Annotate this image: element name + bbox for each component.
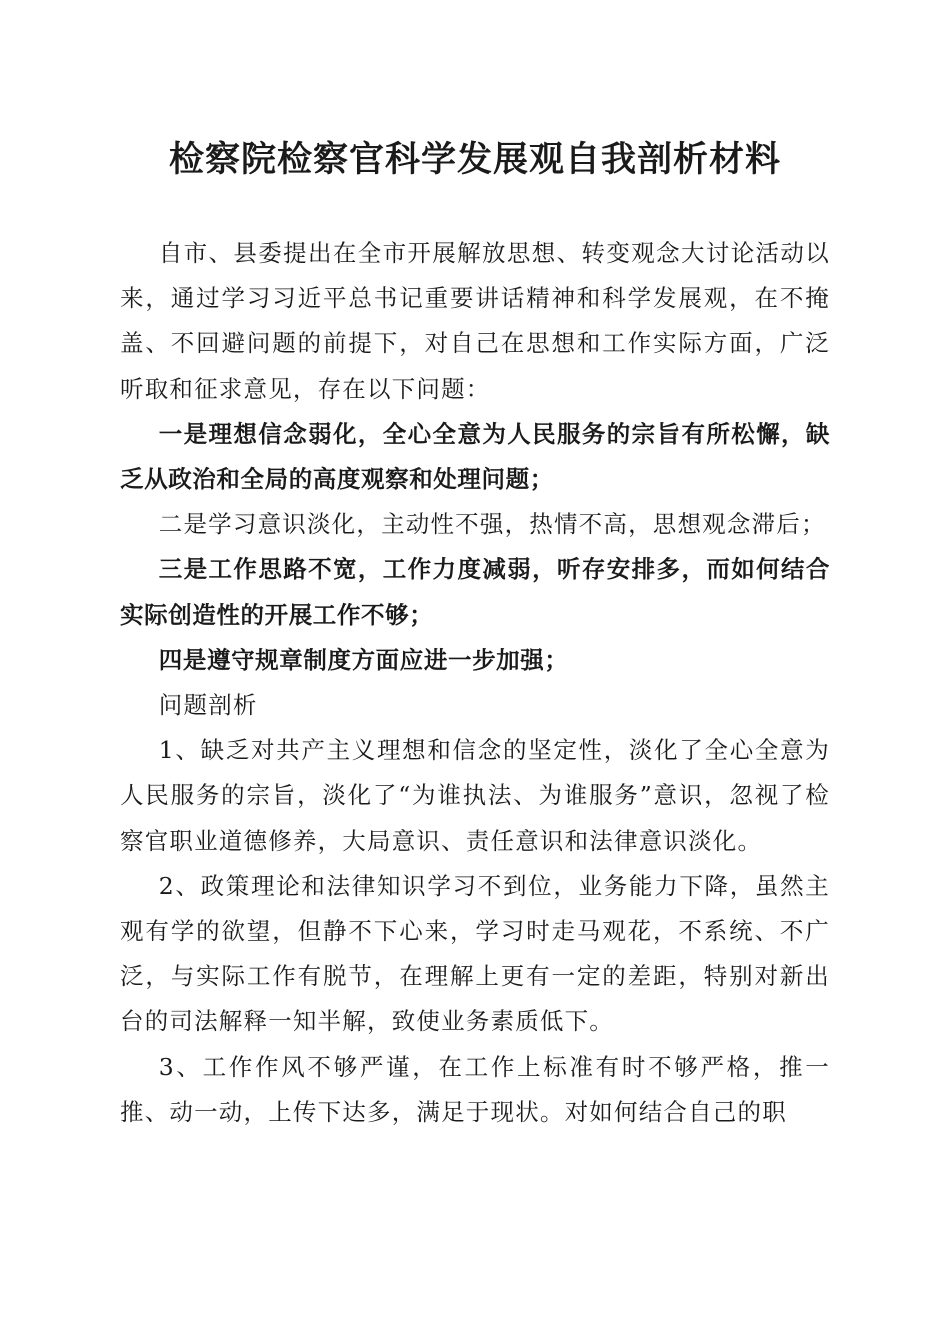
- problem-one-paragraph: 一是理想信念弱化，全心全意为人民服务的宗旨有所松懈，缺乏从政治和全局的高度观察和处理问题；: [120, 419, 830, 494]
- problem-two-paragraph: 二是学习意识淡化，主动性不强，热情不高，思想观念滞后；: [158, 510, 826, 539]
- problem-four-paragraph: 四是遵守规章制度方面应进一步加强；: [158, 645, 569, 674]
- document-body: [120, 231, 830, 1135]
- document-title: 检察院检察官科学发展观自我剖析材料: [168, 139, 781, 180]
- section-heading-analysis: 问题剖析: [158, 691, 258, 720]
- problem-three-paragraph: 三是工作思路不宽，工作力度减弱，听存安排多，而如何结合实际创造性的开展工作不够；: [120, 555, 830, 629]
- analysis-paragraph-3: 3、工作作风不够严谨，在工作上标准有时不够严格，推一推、动一动，上传下达多，满足于现状。对如何结合自己的职: [120, 1052, 830, 1126]
- analysis-paragraph-1: 1、缺乏对共产主义理想和信念的坚定性，淡化了全心全意为人民服务的宗旨，淡化了“为谁执法、为谁服务”意识，忽视了检察官职业道德修养，大局意识、责任意识和法律意识淡化。: [120, 736, 830, 855]
- analysis-paragraph-2: 2、政策理论和法律知识学习不到位，业务能力下降，虽然主观有学的欲望，但静不下心来，学习时走马观花，不系统、不广泛，与实际工作有脱节，在理解上更有一定的差距，特别对新出台的司法解释一知半解，致使业务素质低下。: [120, 871, 830, 1036]
- intro-paragraph: 自市、县委提出在全市开展解放思想、转变观念大讨论活动以来，通过学习习近平总书记重要讲话精神和科学发展观，在不掩盖、不回避问题的前提下，对自己在思想和工作实际方面，广泛听取和征求意见，存在以下问题：: [120, 239, 830, 403]
